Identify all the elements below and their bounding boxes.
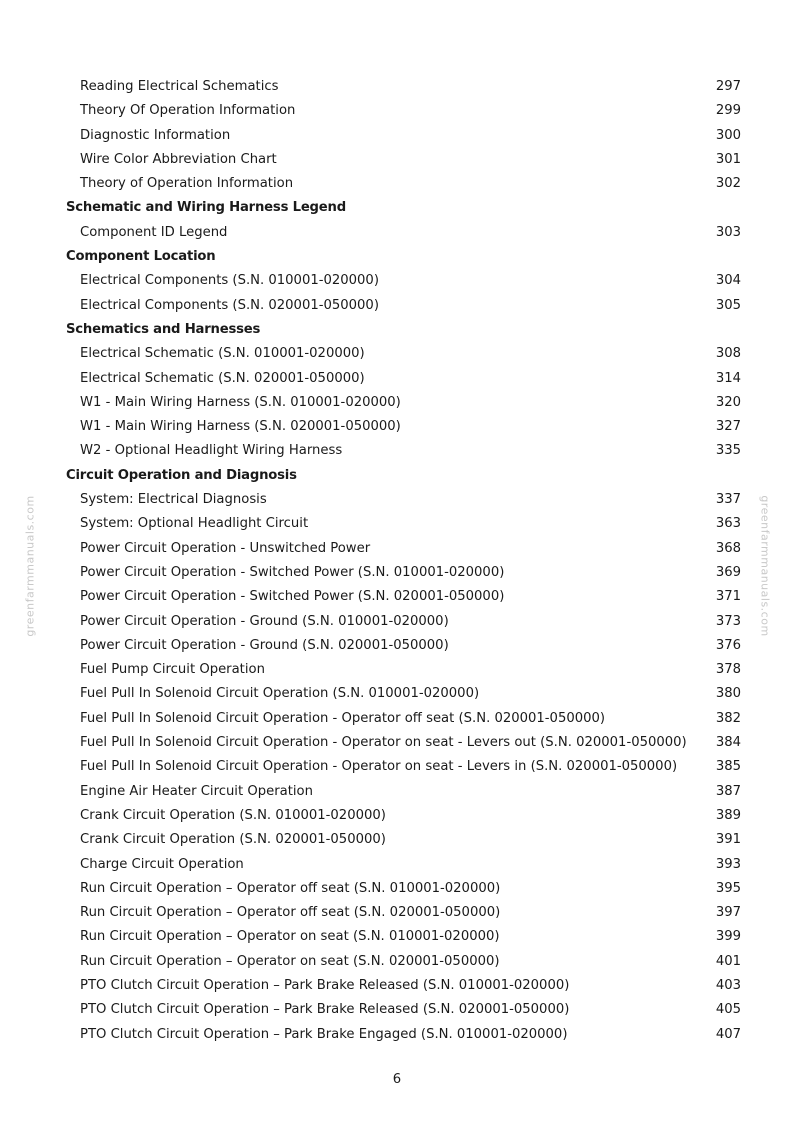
toc-entry[interactable] <box>0 780 794 804</box>
toc-entry-title: PTO Clutch Circuit Operation – Park Brake Released (S.N. 020001-050000) <box>80 1002 570 1018</box>
toc-entry[interactable] <box>0 877 794 901</box>
toc-entry-title: Electrical Schematic (S.N. 020001-050000) <box>80 370 365 386</box>
toc-entry[interactable] <box>0 1023 794 1047</box>
toc-entry-title: W1 - Main Wiring Harness (S.N. 010001-020000) <box>80 394 401 410</box>
toc-entry-title: Fuel Pull In Solenoid Circuit Operation - Operator on seat - Levers in (S.N. 020001-050000) <box>80 759 678 775</box>
toc-entry-page: 385 <box>715 759 741 775</box>
toc-entry[interactable] <box>0 804 794 828</box>
toc-entry-page: 368 <box>715 540 741 556</box>
toc-entry[interactable] <box>0 269 794 293</box>
toc-entry-title: Fuel Pull In Solenoid Circuit Operation (S.N. 010001-020000) <box>80 686 480 702</box>
toc-entry-title: Power Circuit Operation - Switched Power (S.N. 020001-050000) <box>80 589 505 605</box>
toc-entry-page: 304 <box>715 273 741 289</box>
toc-entry[interactable] <box>0 439 794 463</box>
toc-section-title: Schematic and Wiring Harness Legend <box>66 200 346 216</box>
toc-entry-page: 327 <box>715 419 741 435</box>
toc-entry[interactable] <box>0 901 794 925</box>
toc-entry-title: Run Circuit Operation – Operator off seat (S.N. 010001-020000) <box>80 880 501 896</box>
toc-entry-page: 308 <box>715 346 741 362</box>
toc-entry-page: 376 <box>715 637 741 653</box>
toc-entry-title: Theory Of Operation Information <box>80 103 296 119</box>
toc-entry[interactable] <box>0 537 794 561</box>
toc-entry-title: Electrical Schematic (S.N. 010001-020000) <box>80 346 365 362</box>
toc-entry-title: Power Circuit Operation - Switched Power (S.N. 010001-020000) <box>80 564 505 580</box>
toc-entry[interactable] <box>0 658 794 682</box>
table-of-contents <box>0 75 794 1047</box>
toc-entry-page: 380 <box>715 686 741 702</box>
toc-entry-page: 399 <box>715 929 741 945</box>
toc-entry[interactable] <box>0 367 794 391</box>
toc-section-heading[interactable] <box>0 318 794 342</box>
toc-entry[interactable] <box>0 828 794 852</box>
toc-entry-page: 393 <box>715 856 741 872</box>
toc-entry-page: 378 <box>715 662 741 678</box>
page-number: 6 <box>392 1072 402 1087</box>
toc-entry-title: Reading Electrical Schematics <box>80 79 279 94</box>
toc-entry-title: Electrical Components (S.N. 010001-020000) <box>80 273 379 289</box>
toc-entry-page: 299 <box>715 103 741 119</box>
toc-entry[interactable] <box>0 610 794 634</box>
toc-entry-title: W2 - Optional Headlight Wiring Harness <box>80 443 343 459</box>
toc-entry-title: W1 - Main Wiring Harness (S.N. 020001-050000) <box>80 419 401 435</box>
toc-entry-title: PTO Clutch Circuit Operation – Park Brake Released (S.N. 010001-020000) <box>80 977 570 993</box>
toc-entry-page: 389 <box>715 807 741 823</box>
toc-entry-title: Run Circuit Operation – Operator on seat (S.N. 020001-050000) <box>80 953 500 969</box>
toc-entry-page: 395 <box>715 880 741 896</box>
toc-entry-title: Run Circuit Operation – Operator on seat (S.N. 010001-020000) <box>80 929 500 945</box>
toc-entry-title: Run Circuit Operation – Operator off seat (S.N. 020001-050000) <box>80 905 501 921</box>
toc-entry[interactable] <box>0 124 794 148</box>
toc-entry[interactable] <box>0 634 794 658</box>
toc-entry-page: 297 <box>715 79 741 94</box>
toc-entry-title: Electrical Components (S.N. 020001-050000) <box>80 297 379 313</box>
toc-entry[interactable] <box>0 488 794 512</box>
toc-section-heading[interactable] <box>0 196 794 220</box>
toc-entry[interactable] <box>0 99 794 123</box>
toc-entry-page: 335 <box>715 443 741 459</box>
toc-entry-page: 403 <box>715 977 741 993</box>
toc-entry[interactable] <box>0 998 794 1022</box>
toc-section-title: Schematics and Harnesses <box>66 321 261 337</box>
toc-entry[interactable] <box>0 950 794 974</box>
toc-entry-page: 300 <box>715 127 741 143</box>
toc-entry[interactable] <box>0 391 794 415</box>
toc-entry[interactable] <box>0 707 794 731</box>
toc-entry-page: 382 <box>715 710 741 726</box>
toc-entry-page: 387 <box>715 783 741 799</box>
toc-entry[interactable] <box>0 561 794 585</box>
toc-entry-page: 305 <box>715 297 741 313</box>
toc-entry-page: 337 <box>715 492 741 508</box>
toc-entry-title: Power Circuit Operation - Unswitched Power <box>80 540 371 556</box>
toc-entry[interactable] <box>0 512 794 536</box>
watermark-right: greenfarmmanuals.com <box>758 495 772 637</box>
toc-entry-title: Diagnostic Information <box>80 127 231 143</box>
toc-entry[interactable] <box>0 682 794 706</box>
toc-entry-title: Fuel Pull In Solenoid Circuit Operation - Operator on seat - Levers out (S.N. 020001-050000) <box>80 735 687 751</box>
toc-entry-title: Charge Circuit Operation <box>80 856 244 872</box>
toc-entry-title: System: Optional Headlight Circuit <box>80 516 309 532</box>
toc-entry-page: 397 <box>715 905 741 921</box>
toc-entry[interactable] <box>0 148 794 172</box>
toc-entry-title: Power Circuit Operation - Ground (S.N. 010001-020000) <box>80 613 449 629</box>
toc-section-title: Component Location <box>66 249 216 265</box>
toc-entry-page: 405 <box>715 1002 741 1018</box>
toc-entry[interactable] <box>0 294 794 318</box>
toc-entry[interactable] <box>0 221 794 245</box>
toc-entry-page: 363 <box>715 516 741 532</box>
toc-entry-page: 314 <box>715 370 741 386</box>
toc-entry-title: Power Circuit Operation - Ground (S.N. 020001-050000) <box>80 637 449 653</box>
toc-entry-page: 391 <box>715 832 741 848</box>
toc-entry-title: Wire Color Abbreviation Chart <box>80 151 277 167</box>
toc-entry-page: 302 <box>715 176 741 192</box>
toc-entry-title: System: Electrical Diagnosis <box>80 492 267 508</box>
toc-entry[interactable] <box>0 755 794 779</box>
toc-entry-page: 371 <box>715 589 741 605</box>
toc-entry-page: 303 <box>715 224 741 240</box>
toc-entry-page: 320 <box>715 394 741 410</box>
toc-entry-title: Crank Circuit Operation (S.N. 010001-020000) <box>80 807 386 823</box>
toc-entry-title: PTO Clutch Circuit Operation – Park Brake Engaged (S.N. 010001-020000) <box>80 1026 568 1042</box>
toc-entry[interactable] <box>0 925 794 949</box>
toc-entry-page: 384 <box>715 735 741 751</box>
toc-entry[interactable] <box>0 853 794 877</box>
toc-entry-page: 373 <box>715 613 741 629</box>
watermark-left: greenfarmmanuals.com <box>23 495 37 637</box>
toc-entry[interactable] <box>0 585 794 609</box>
toc-entry[interactable] <box>0 172 794 196</box>
toc-entry-page: 301 <box>715 151 741 167</box>
toc-section-heading[interactable] <box>0 464 794 488</box>
toc-entry[interactable] <box>0 974 794 998</box>
toc-section-title: Circuit Operation and Diagnosis <box>66 467 297 483</box>
toc-entry[interactable] <box>0 415 794 439</box>
toc-entry-title: Theory of Operation Information <box>80 176 294 192</box>
toc-entry-title: Crank Circuit Operation (S.N. 020001-050000) <box>80 832 386 848</box>
toc-entry-page: 407 <box>715 1026 741 1042</box>
toc-entry-title: Fuel Pull In Solenoid Circuit Operation - Operator off seat (S.N. 020001-050000) <box>80 710 606 726</box>
toc-entry[interactable] <box>0 75 794 99</box>
toc-entry-title: Fuel Pump Circuit Operation <box>80 662 265 678</box>
toc-entry[interactable] <box>0 342 794 366</box>
toc-entry[interactable] <box>0 731 794 755</box>
toc-entry-page: 369 <box>715 564 741 580</box>
toc-entry-title: Component ID Legend <box>80 224 228 240</box>
toc-entry-page: 401 <box>715 953 741 969</box>
toc-section-heading[interactable] <box>0 245 794 269</box>
toc-entry-title: Engine Air Heater Circuit Operation <box>80 783 313 799</box>
